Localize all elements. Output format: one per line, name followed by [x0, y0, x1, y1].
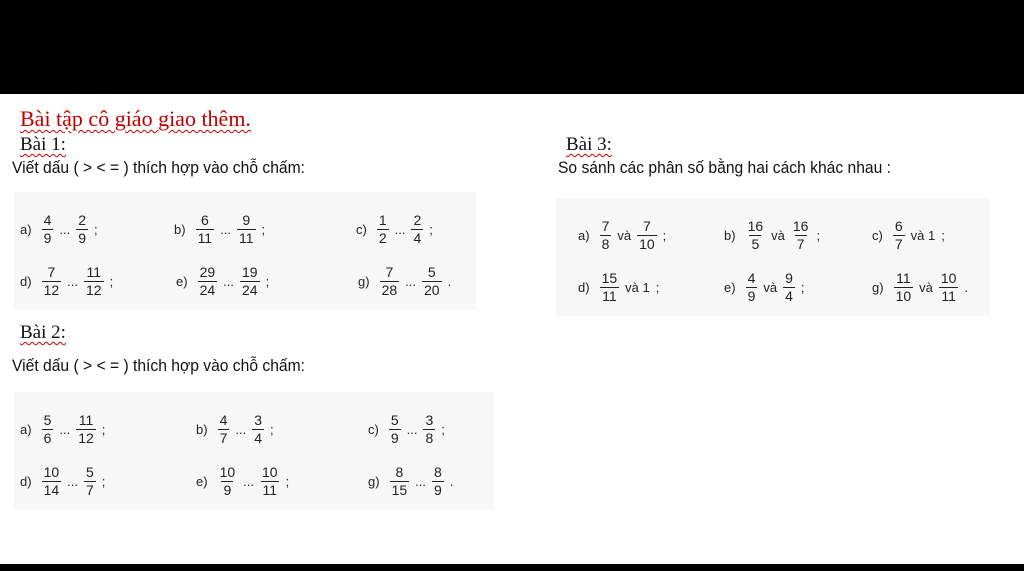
comparison-blank: ...: [394, 222, 406, 237]
fraction-right-denominator: 7: [85, 482, 94, 498]
comparison-blank: ...: [59, 222, 71, 237]
comparison-blank: và: [617, 228, 632, 243]
fraction-left: [390, 464, 410, 499]
bai2-exercise-item: [196, 412, 277, 447]
fraction-right: [237, 212, 256, 247]
fraction-right-numerator: 11: [78, 412, 94, 428]
fraction-left-numerator: 4: [43, 212, 52, 228]
item-label: c): [872, 228, 883, 243]
fraction-right: [76, 212, 88, 247]
bai1-heading: Bài 1:: [20, 134, 66, 155]
fraction-right-denominator: 4: [785, 288, 793, 304]
fraction-left-numerator: 5: [43, 412, 52, 428]
item-label: a): [20, 222, 32, 237]
item-label: d): [20, 474, 32, 489]
fraction-right-denominator: 10: [639, 236, 655, 252]
item-label: e): [176, 274, 188, 289]
fraction-left: [380, 264, 400, 299]
bai2-exercise-item: [20, 412, 108, 447]
item-terminator: ;: [109, 274, 114, 289]
fraction-left: [389, 412, 401, 447]
item-terminator: ;: [655, 280, 660, 295]
fraction-right: [423, 412, 435, 447]
fraction-left-numerator: 4: [219, 412, 228, 428]
item-terminator: ;: [800, 280, 805, 295]
item-terminator: ;: [429, 222, 433, 237]
bai3-exercise-item: [578, 270, 662, 305]
item-label: c): [356, 222, 367, 237]
bai2-exercise-item: [368, 464, 456, 499]
item-terminator: ;: [270, 422, 274, 437]
fraction-left-denominator: 15: [391, 482, 408, 498]
comparison-blank: và: [763, 280, 778, 295]
fraction-left-numerator: 15: [601, 270, 618, 286]
bai2-exercise-item: [368, 412, 448, 447]
fraction-right: [240, 264, 260, 299]
item-terminator: ;: [94, 222, 98, 237]
bai3-exercise-item: [724, 218, 823, 253]
fraction-right-numerator: 2: [413, 212, 422, 228]
fraction-left-numerator: 8: [395, 464, 404, 480]
bai3-exercise-item: [724, 270, 808, 305]
fraction-right: [76, 412, 96, 447]
bai3-exercise-item: [578, 218, 669, 253]
fraction-right: [411, 212, 423, 247]
fraction-right-denominator: 20: [423, 282, 440, 298]
fraction-right: [783, 270, 795, 305]
comparison-blank: và 1: [910, 228, 936, 243]
item-label: a): [578, 228, 590, 243]
fraction-left-denominator: 10: [895, 288, 912, 304]
item-label: g): [358, 274, 370, 289]
fraction-left-denominator: 7: [219, 430, 228, 446]
item-terminator: ;: [441, 422, 445, 437]
item-label: b): [724, 228, 736, 243]
fraction-left-numerator: 6: [200, 212, 209, 228]
fraction-right: [84, 464, 96, 499]
fraction-left: [218, 464, 238, 499]
fraction-right-denominator: 7: [796, 236, 805, 252]
fraction-left: [600, 218, 612, 253]
fraction-right-numerator: 10: [261, 464, 278, 480]
fraction-right-denominator: 12: [85, 282, 102, 298]
fraction-right-numerator: 2: [78, 212, 86, 228]
bai2-exercise-item: [20, 464, 108, 499]
comparison-blank: ...: [220, 222, 231, 237]
fraction-left-denominator: 28: [381, 282, 398, 298]
fraction-left-denominator: 8: [601, 236, 610, 252]
comparison-blank: ...: [406, 422, 418, 437]
fraction-right-denominator: 12: [78, 430, 94, 446]
bai3-instruction: So sánh các phân số bằng hai cách khác nhau :: [558, 158, 892, 177]
fraction-right-numerator: 7: [642, 218, 651, 234]
item-terminator: ;: [941, 228, 945, 243]
fraction-right-numerator: 10: [940, 270, 957, 286]
fraction-left-numerator: 7: [47, 264, 56, 280]
item-terminator: ;: [285, 474, 290, 489]
bai1-exercise-item: [358, 264, 454, 299]
bai1-exercise-item: [176, 264, 272, 299]
fraction-right-denominator: 9: [433, 482, 442, 498]
fraction-left-denominator: 5: [751, 236, 760, 252]
fraction-right: [260, 464, 280, 499]
fraction-right-numerator: 3: [425, 412, 434, 428]
fraction-left-numerator: 5: [390, 412, 399, 428]
fraction-left-denominator: 9: [43, 230, 52, 246]
item-terminator: ;: [662, 228, 667, 243]
item-label: g): [872, 280, 884, 295]
item-label: d): [578, 280, 590, 295]
item-terminator: .: [447, 274, 452, 289]
fraction-left-denominator: 24: [199, 282, 216, 298]
bottom-bar: [0, 564, 1024, 571]
comparison-blank: và: [919, 280, 933, 295]
fraction-left: [196, 212, 215, 247]
item-label: b): [174, 222, 186, 237]
fraction-left: [894, 270, 914, 305]
item-terminator: ;: [101, 474, 106, 489]
fraction-right-numerator: 16: [792, 218, 809, 234]
fraction-left: [746, 270, 758, 305]
bai3-heading: Bài 3:: [566, 134, 612, 155]
fraction-left: [377, 212, 389, 247]
fraction-right-numerator: 5: [427, 264, 436, 280]
fraction-right-numerator: 11: [86, 264, 102, 280]
bai3-exercise-item: [872, 218, 948, 253]
fraction-left-denominator: 9: [390, 430, 399, 446]
fraction-right: [432, 464, 444, 499]
comparison-blank: ...: [405, 274, 416, 289]
item-label: d): [20, 274, 32, 289]
fraction-left: [600, 270, 620, 305]
item-label: a): [20, 422, 32, 437]
bai2-heading: Bài 2:: [20, 322, 66, 343]
fraction-right: [791, 218, 811, 253]
fraction-left: [746, 218, 766, 253]
fraction-left-numerator: 7: [385, 264, 394, 280]
item-terminator: ;: [261, 222, 266, 237]
comparison-blank: ...: [223, 274, 234, 289]
bai1-exercise-item: [356, 212, 436, 247]
item-label: e): [724, 280, 736, 295]
page-title: Bài tập cô giáo giao thêm.: [20, 106, 251, 131]
fraction-left-denominator: 6: [43, 430, 52, 446]
bai3-exercise-item: [872, 270, 971, 305]
fraction-left-numerator: 10: [219, 464, 236, 480]
fraction-right-numerator: 3: [254, 412, 262, 428]
fraction-right-denominator: 4: [254, 430, 262, 446]
fraction-right-numerator: 9: [785, 270, 793, 286]
fraction-left-numerator: 11: [896, 270, 911, 286]
item-terminator: ;: [101, 422, 106, 437]
bai1-exercise-item: [20, 212, 101, 247]
item-label: c): [368, 422, 379, 437]
fraction-left-denominator: 11: [602, 288, 617, 304]
fraction-left: [42, 464, 62, 499]
fraction-left-denominator: 12: [43, 282, 60, 298]
comparison-blank: và 1: [625, 280, 650, 295]
comparison-blank: ...: [59, 422, 71, 437]
fraction-left-numerator: 4: [747, 270, 756, 286]
item-terminator: .: [964, 280, 969, 295]
item-terminator: ;: [265, 274, 270, 289]
fraction-right-denominator: 9: [78, 230, 86, 246]
fraction-left-numerator: 16: [747, 218, 764, 234]
fraction-right-numerator: 5: [85, 464, 94, 480]
bai1-exercise-item: [20, 264, 116, 299]
fraction-right-denominator: 11: [238, 230, 254, 246]
bai2-exercise-item: [196, 464, 292, 499]
comparison-blank: ...: [415, 474, 426, 489]
fraction-left-denominator: 11: [197, 230, 213, 246]
fraction-left: [42, 212, 54, 247]
fraction-right-denominator: 4: [413, 230, 422, 246]
fraction-left-denominator: 7: [894, 236, 903, 252]
fraction-left: [893, 218, 905, 253]
fraction-left-numerator: 29: [199, 264, 216, 280]
fraction-right: [252, 412, 264, 447]
fraction-left: [198, 264, 218, 299]
comparison-blank: ...: [67, 474, 78, 489]
fraction-left: [42, 264, 62, 299]
fraction-left-denominator: 14: [43, 482, 60, 498]
comparison-blank: ...: [243, 474, 254, 489]
fraction-right: [637, 218, 657, 253]
fraction-left-numerator: 7: [601, 218, 610, 234]
fraction-right-denominator: 11: [941, 288, 956, 304]
bai1-exercise-item: [174, 212, 268, 247]
item-terminator: ;: [816, 228, 821, 243]
fraction-left-numerator: 1: [378, 212, 387, 228]
item-label: e): [196, 474, 208, 489]
bai1-instruction: Viết dấu ( > < = ) thích hợp vào chỗ chấm:: [12, 158, 305, 177]
fraction-right: [939, 270, 959, 305]
fraction-right-numerator: 19: [241, 264, 258, 280]
fraction-right-denominator: 11: [262, 482, 278, 498]
item-label: b): [196, 422, 208, 437]
fraction-right-numerator: 9: [242, 212, 251, 228]
fraction-right-denominator: 8: [425, 430, 434, 446]
fraction-left-numerator: 10: [43, 464, 60, 480]
fraction-left: [42, 412, 54, 447]
item-terminator: .: [449, 474, 454, 489]
item-label: g): [368, 474, 380, 489]
comparison-blank: ...: [67, 274, 78, 289]
comparison-blank: và: [771, 228, 785, 243]
document-page: [0, 94, 1024, 564]
fraction-right-numerator: 8: [433, 464, 442, 480]
fraction-left-numerator: 6: [894, 218, 903, 234]
fraction-left-denominator: 2: [378, 230, 387, 246]
fraction-left-denominator: 9: [223, 482, 232, 498]
fraction-right: [84, 264, 104, 299]
bai2-instruction: Viết dấu ( > < = ) thích hợp vào chỗ chấm:: [12, 356, 305, 375]
fraction-right-denominator: 24: [241, 282, 258, 298]
fraction-left-denominator: 9: [747, 288, 756, 304]
fraction-right: [422, 264, 442, 299]
comparison-blank: ...: [235, 422, 247, 437]
fraction-left: [218, 412, 230, 447]
